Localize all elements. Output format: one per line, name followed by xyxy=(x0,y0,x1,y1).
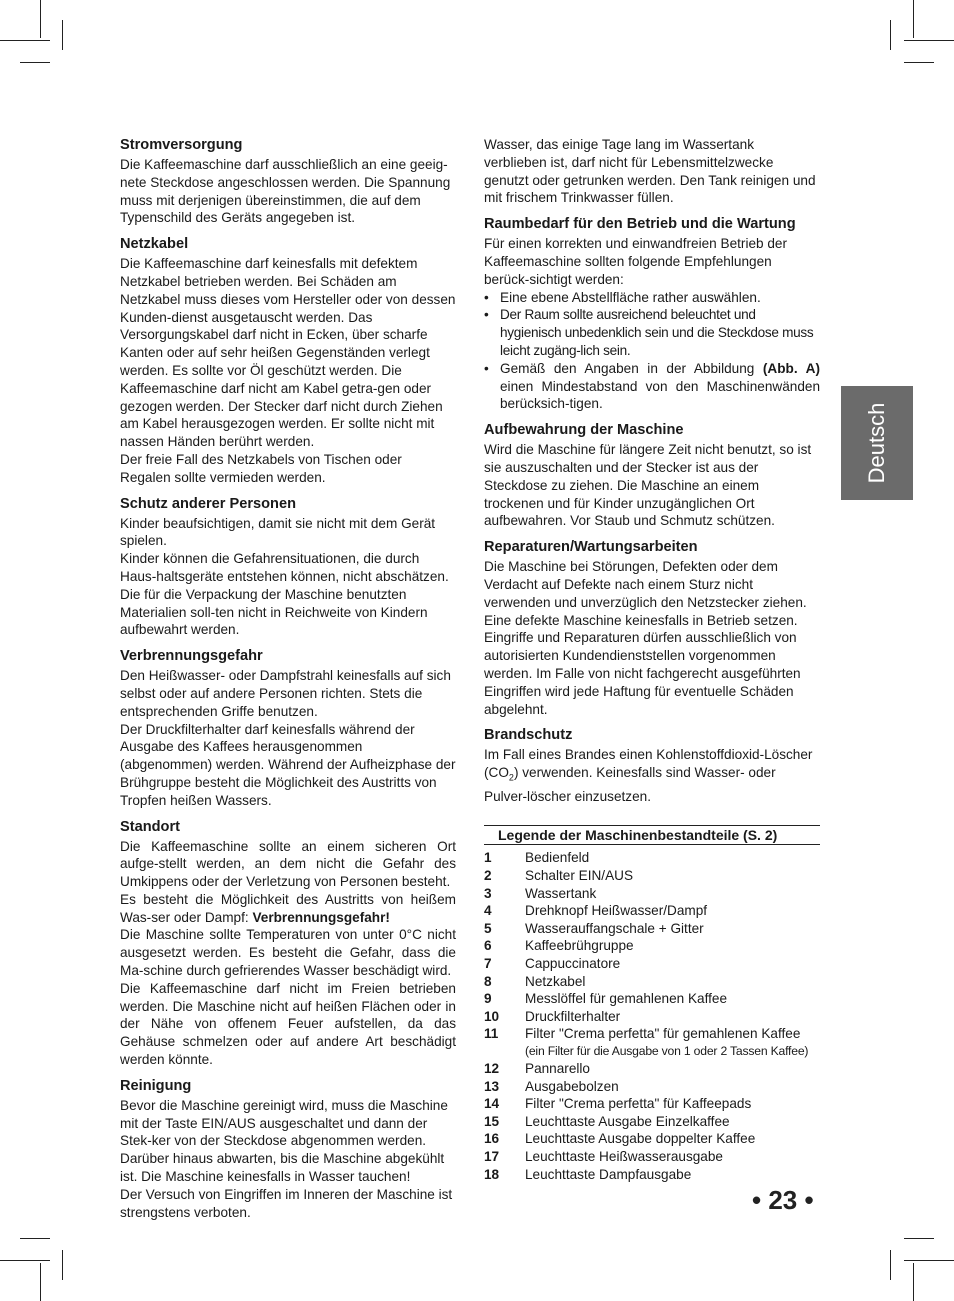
list-item-text: einen Mindestabstand von den Maschinenwänden berücksich-tigen. xyxy=(500,378,820,412)
crop-mark xyxy=(913,1263,914,1301)
legend-number: 13 xyxy=(484,1078,500,1094)
crop-mark xyxy=(904,62,934,63)
crop-mark xyxy=(20,1238,50,1239)
legend-label: Netzkabel xyxy=(525,973,586,989)
heading-brandschutz: Brandschutz xyxy=(484,727,573,744)
legend-number: 14 xyxy=(484,1096,500,1112)
bullet-icon: • xyxy=(484,360,489,376)
heading-reparaturen: Reparaturen/Wartungsarbeiten xyxy=(484,539,698,556)
legend-label: Wasserauffangschale + Gitter xyxy=(525,920,704,936)
paragraph: Wird die Maschine für längere Zeit nicht benutzt, so ist sie auszuschalten und der Stecker ist aus der Steckdose zu ziehen. Die Maschine an einem trockenen und für Kinder unzugänglichen Ort aufbewahren. Vor Staub und Schmutz schützen. xyxy=(484,442,812,529)
figure-reference: (Abb. A) xyxy=(762,360,820,376)
crop-mark xyxy=(904,40,954,41)
legend-label: Messlöffel für gemahlenen Kaffee xyxy=(525,991,728,1007)
legend-item xyxy=(484,1166,820,1184)
left-column xyxy=(120,136,456,1221)
paragraph xyxy=(484,746,820,805)
paragraph: Kinder beaufsichtigen, damit sie nicht mit dem Gerät spielen. xyxy=(120,515,436,549)
paragraph: Für einen korrekten und einwandfreien Betrieb der Kaffeemaschine sollten folgende Empfehlungen berück-sichtigt werden: xyxy=(484,236,788,287)
legend-item xyxy=(484,867,820,885)
legend-item xyxy=(484,955,820,973)
paragraph: Die Kaffeemaschine darf nicht im Freien betrieben werden. Die Maschine nicht auf heißen Flächen oder in der Nähe von offenem Feuer aufstellen, da das Gehäuse schmelzen oder auf andere Art beschädigt werden könnte. xyxy=(120,980,456,1068)
heading-schutz-anderer-personen: Schutz anderer Personen xyxy=(120,495,296,512)
crop-mark xyxy=(62,20,63,50)
legend-label: Leuchttaste Heißwasserausgabe xyxy=(525,1148,723,1164)
paragraph: Den Heißwasser- oder Dampfstrahl keinesfalls auf sich selbst oder auf andere Personen richten. Stets die entsprechenden Griffe benutzen. xyxy=(120,668,451,719)
heading-netzkabel: Netzkabel xyxy=(120,236,189,253)
legend-item xyxy=(484,973,820,991)
legend-item xyxy=(484,1078,820,1096)
bullet-list xyxy=(484,289,820,414)
legend-label: Schalter EIN/AUS xyxy=(525,868,634,884)
list-item-text: Gemäß den Angaben in der Abbildung xyxy=(500,360,763,376)
paragraph-text: Es besteht die Möglichkeit des Austritts von heißem Was-ser oder Dampf: xyxy=(120,891,456,925)
legend-number: 18 xyxy=(484,1166,500,1182)
crop-mark xyxy=(40,0,41,38)
list-item xyxy=(484,289,820,307)
paragraph: Der Druckfilterhalter darf keinesfalls während der Ausgabe des Kaffees herausgenommen (abgenommen) werden. Während der Aufheizphase der Brühgruppe besteht die Möglichkeit des Austritts von Tropfen heißen Wassers. xyxy=(120,721,456,808)
crop-mark xyxy=(0,40,50,41)
language-tab-label: Deutsch xyxy=(864,402,889,484)
crop-mark xyxy=(0,1260,50,1261)
legend-label: Cappuccinatore xyxy=(525,955,621,971)
legend-label: Leuchttaste Ausgabe Einzelkaffee xyxy=(525,1113,730,1129)
bullet-icon: • xyxy=(484,289,489,305)
list-item-text: Eine ebene Abstellfläche rather auswählen. xyxy=(500,289,761,305)
language-tab xyxy=(841,386,913,500)
legend-item xyxy=(484,1025,820,1043)
legend-number: 10 xyxy=(484,1008,500,1024)
paragraph xyxy=(120,891,456,927)
warning-text: Verbrennungsgefahr! xyxy=(252,909,390,925)
legend-number: 5 xyxy=(484,920,492,936)
legend-number: 7 xyxy=(484,955,492,971)
crop-mark xyxy=(62,1250,63,1280)
list-item xyxy=(484,360,820,413)
legend-item xyxy=(484,920,820,938)
paragraph-text: ) verwenden. Keinesfalls sind Wasser- oder Pulver-löscher einzusetzen. xyxy=(484,765,776,804)
paragraph: Wasser, das einige Tage lang im Wassertank verblieben ist, darf nicht für Lebensmittelzwecke genutzt oder getrunken werden. Den Tank reinigen und mit frischem Trinkwasser füllen. xyxy=(484,137,816,206)
legend-label: Druckfilterhalter xyxy=(525,1008,621,1024)
legend-number: 3 xyxy=(484,885,492,901)
crop-mark xyxy=(40,1263,41,1301)
list-item-text: Der Raum sollte ausreichend beleuchtet und hygienisch unbedenklich sein und die Steckdose muss leicht zugäng-lich sein. xyxy=(500,307,814,358)
list-item xyxy=(484,306,820,359)
legend-label: Filter "Crema perfetta" für gemahlenen Kaffee xyxy=(525,1026,801,1042)
legend-item xyxy=(484,1113,820,1131)
crop-mark xyxy=(890,20,891,50)
legend-label: Drehknopf Heißwasser/Dampf xyxy=(525,903,708,919)
legend-label: Wassertank xyxy=(525,885,597,901)
crop-mark xyxy=(20,62,50,63)
legend-number: 9 xyxy=(484,991,492,1007)
crop-mark xyxy=(904,1238,934,1239)
legend-item xyxy=(484,937,820,955)
legend-item xyxy=(484,849,820,867)
legend-number: 16 xyxy=(484,1131,500,1147)
legend-item xyxy=(484,990,820,1008)
legend-label: Ausgabebolzen xyxy=(525,1078,619,1094)
right-column xyxy=(484,136,820,1183)
heading-verbrennungsgefahr: Verbrennungsgefahr xyxy=(120,648,263,665)
crop-mark xyxy=(904,1260,954,1261)
legend-number: 4 xyxy=(484,903,492,919)
paragraph: Der freie Fall des Netzkabels von Tischen oder Regalen sollte vermieden werden. xyxy=(120,451,402,485)
legend-label: Bedienfeld xyxy=(525,850,590,866)
legend-label: Pannarello xyxy=(525,1060,590,1076)
legend-note: (ein Filter für die Ausgabe von 1 oder 2 Tassen Kaffee) xyxy=(525,1043,809,1058)
paragraph: Die Maschine sollte Temperaturen von unter 0°C nicht ausgesetzt werden. Es besteht die Gefahr, dass die Ma-schine durch gefrierendes Wasser beschädigt wird. xyxy=(120,927,456,979)
heading-standort: Standort xyxy=(120,818,180,835)
legend-label: Kaffeebrühgruppe xyxy=(525,938,634,954)
legend-item xyxy=(484,1148,820,1166)
legend-item xyxy=(484,902,820,920)
legend-item xyxy=(484,885,820,903)
page-number: • 23 • xyxy=(752,1185,814,1215)
legend-number: 15 xyxy=(484,1113,500,1129)
paragraph: Die Maschine bei Störungen, Defekten oder dem Verdacht auf Defekte nach einem Sturz nicht verwenden und unverzüglich den Netzstecker ziehen. Eine defekte Maschine keinesfalls in Betrieb setzen. Eingriffe und Reparaturen dürfen ausschließlich von autorisierten Kundendienststellen vorgenommen werden. Im Falle von nicht fachgerecht ausgeführten Eingriffen wird jede Haftung für eventuelle Schäden abgelehnt. xyxy=(484,559,807,717)
paragraph: Die Kaffeemaschine sollte an einem sicheren Ort aufge-stellt werden, an dem nicht die Gefahr des Umkippens oder der Verletzung von Personen besteht. xyxy=(120,838,456,890)
legend-label: Filter "Crema perfetta" für Kaffeepads xyxy=(525,1096,752,1112)
legend-number: 8 xyxy=(484,973,492,989)
legend-number: 6 xyxy=(484,938,492,954)
legend-item xyxy=(484,1095,820,1113)
legend-item xyxy=(484,1060,820,1078)
legend-number: 17 xyxy=(484,1148,500,1164)
legend-label: Leuchttaste Dampfausgabe xyxy=(525,1166,692,1182)
paragraph: Die Kaffeemaschine darf ausschließlich an eine geeig-nete Steckdose angeschlossen werden. Die Spannung muss mit derjenigen übereinstimmen, die auf dem Typenschild des Geräts angegeben ist. xyxy=(120,157,451,226)
subscript: 2 xyxy=(508,772,514,783)
legend-item xyxy=(484,1008,820,1026)
legend-number: 11 xyxy=(484,1026,499,1042)
paragraph: Bevor die Maschine gereinigt wird, muss die Maschine mit der Taste EIN/AUS ausgeschaltet und dann der Stek-ker von der Steckdose abgenommen werden. Darüber hinaus abwarten, bis die Maschine abgekühlt ist. Die Maschine keinesfalls in Wasser tauchen! xyxy=(120,1097,448,1185)
legend-number: 12 xyxy=(484,1060,500,1076)
heading-aufbewahrung: Aufbewahrung der Maschine xyxy=(484,422,684,439)
bullet-icon: • xyxy=(484,307,489,323)
legend-label: Leuchttaste Ausgabe doppelter Kaffee xyxy=(525,1131,756,1147)
heading-raumbedarf: Raumbedarf für den Betrieb und die Wartung xyxy=(484,216,796,233)
legend-number: 1 xyxy=(484,850,492,866)
legend-item xyxy=(484,1130,820,1148)
legend-number: 2 xyxy=(484,868,492,884)
legend-list xyxy=(484,849,820,1183)
paragraph-text: Im Fall eines Brandes einen Kohlenstoffdioxid-Löscher (CO xyxy=(484,747,813,781)
paragraph: Die Kaffeemaschine darf keinesfalls mit defektem Netzkabel betrieben werden. Bei Schäden am Netzkabel muss dieses vom Hersteller oder von dessen Kunden-dienst ausgetauscht werden. Das Versorgungskabel darf nicht in Ecken, über scharfe Kanten oder auf sehr heißen Gegenständen verlegt werden. Es sollte vor Öl geschützt werden. Die Kaffeemaschine darf nicht am Kabel getra-gen oder gezogen werden. Der Stecker darf nicht durch Ziehen am Kabel herausgezogen werden. Er sollte nicht mit nassen Händen berührt werden. xyxy=(120,256,456,450)
crop-mark xyxy=(913,0,914,38)
paragraph: Kinder können die Gefahrensituationen, die durch Haus-haltsgeräte entstehen können, nicht abschätzen. Die für die Verpackung der Maschine benutzten Materialien soll-ten nicht in Reichweite von Kindern aufbewahrt werden. xyxy=(120,551,449,638)
crop-mark xyxy=(890,1250,891,1280)
heading-stromversorgung: Stromversorgung xyxy=(120,137,243,153)
legend-title: Legende der Maschinenbestandteile (S. 2) xyxy=(484,825,820,845)
heading-reinigung: Reinigung xyxy=(120,1077,192,1094)
paragraph: Der Versuch von Eingriffen im Inneren der Maschine ist strengstens verboten. xyxy=(120,1186,453,1220)
